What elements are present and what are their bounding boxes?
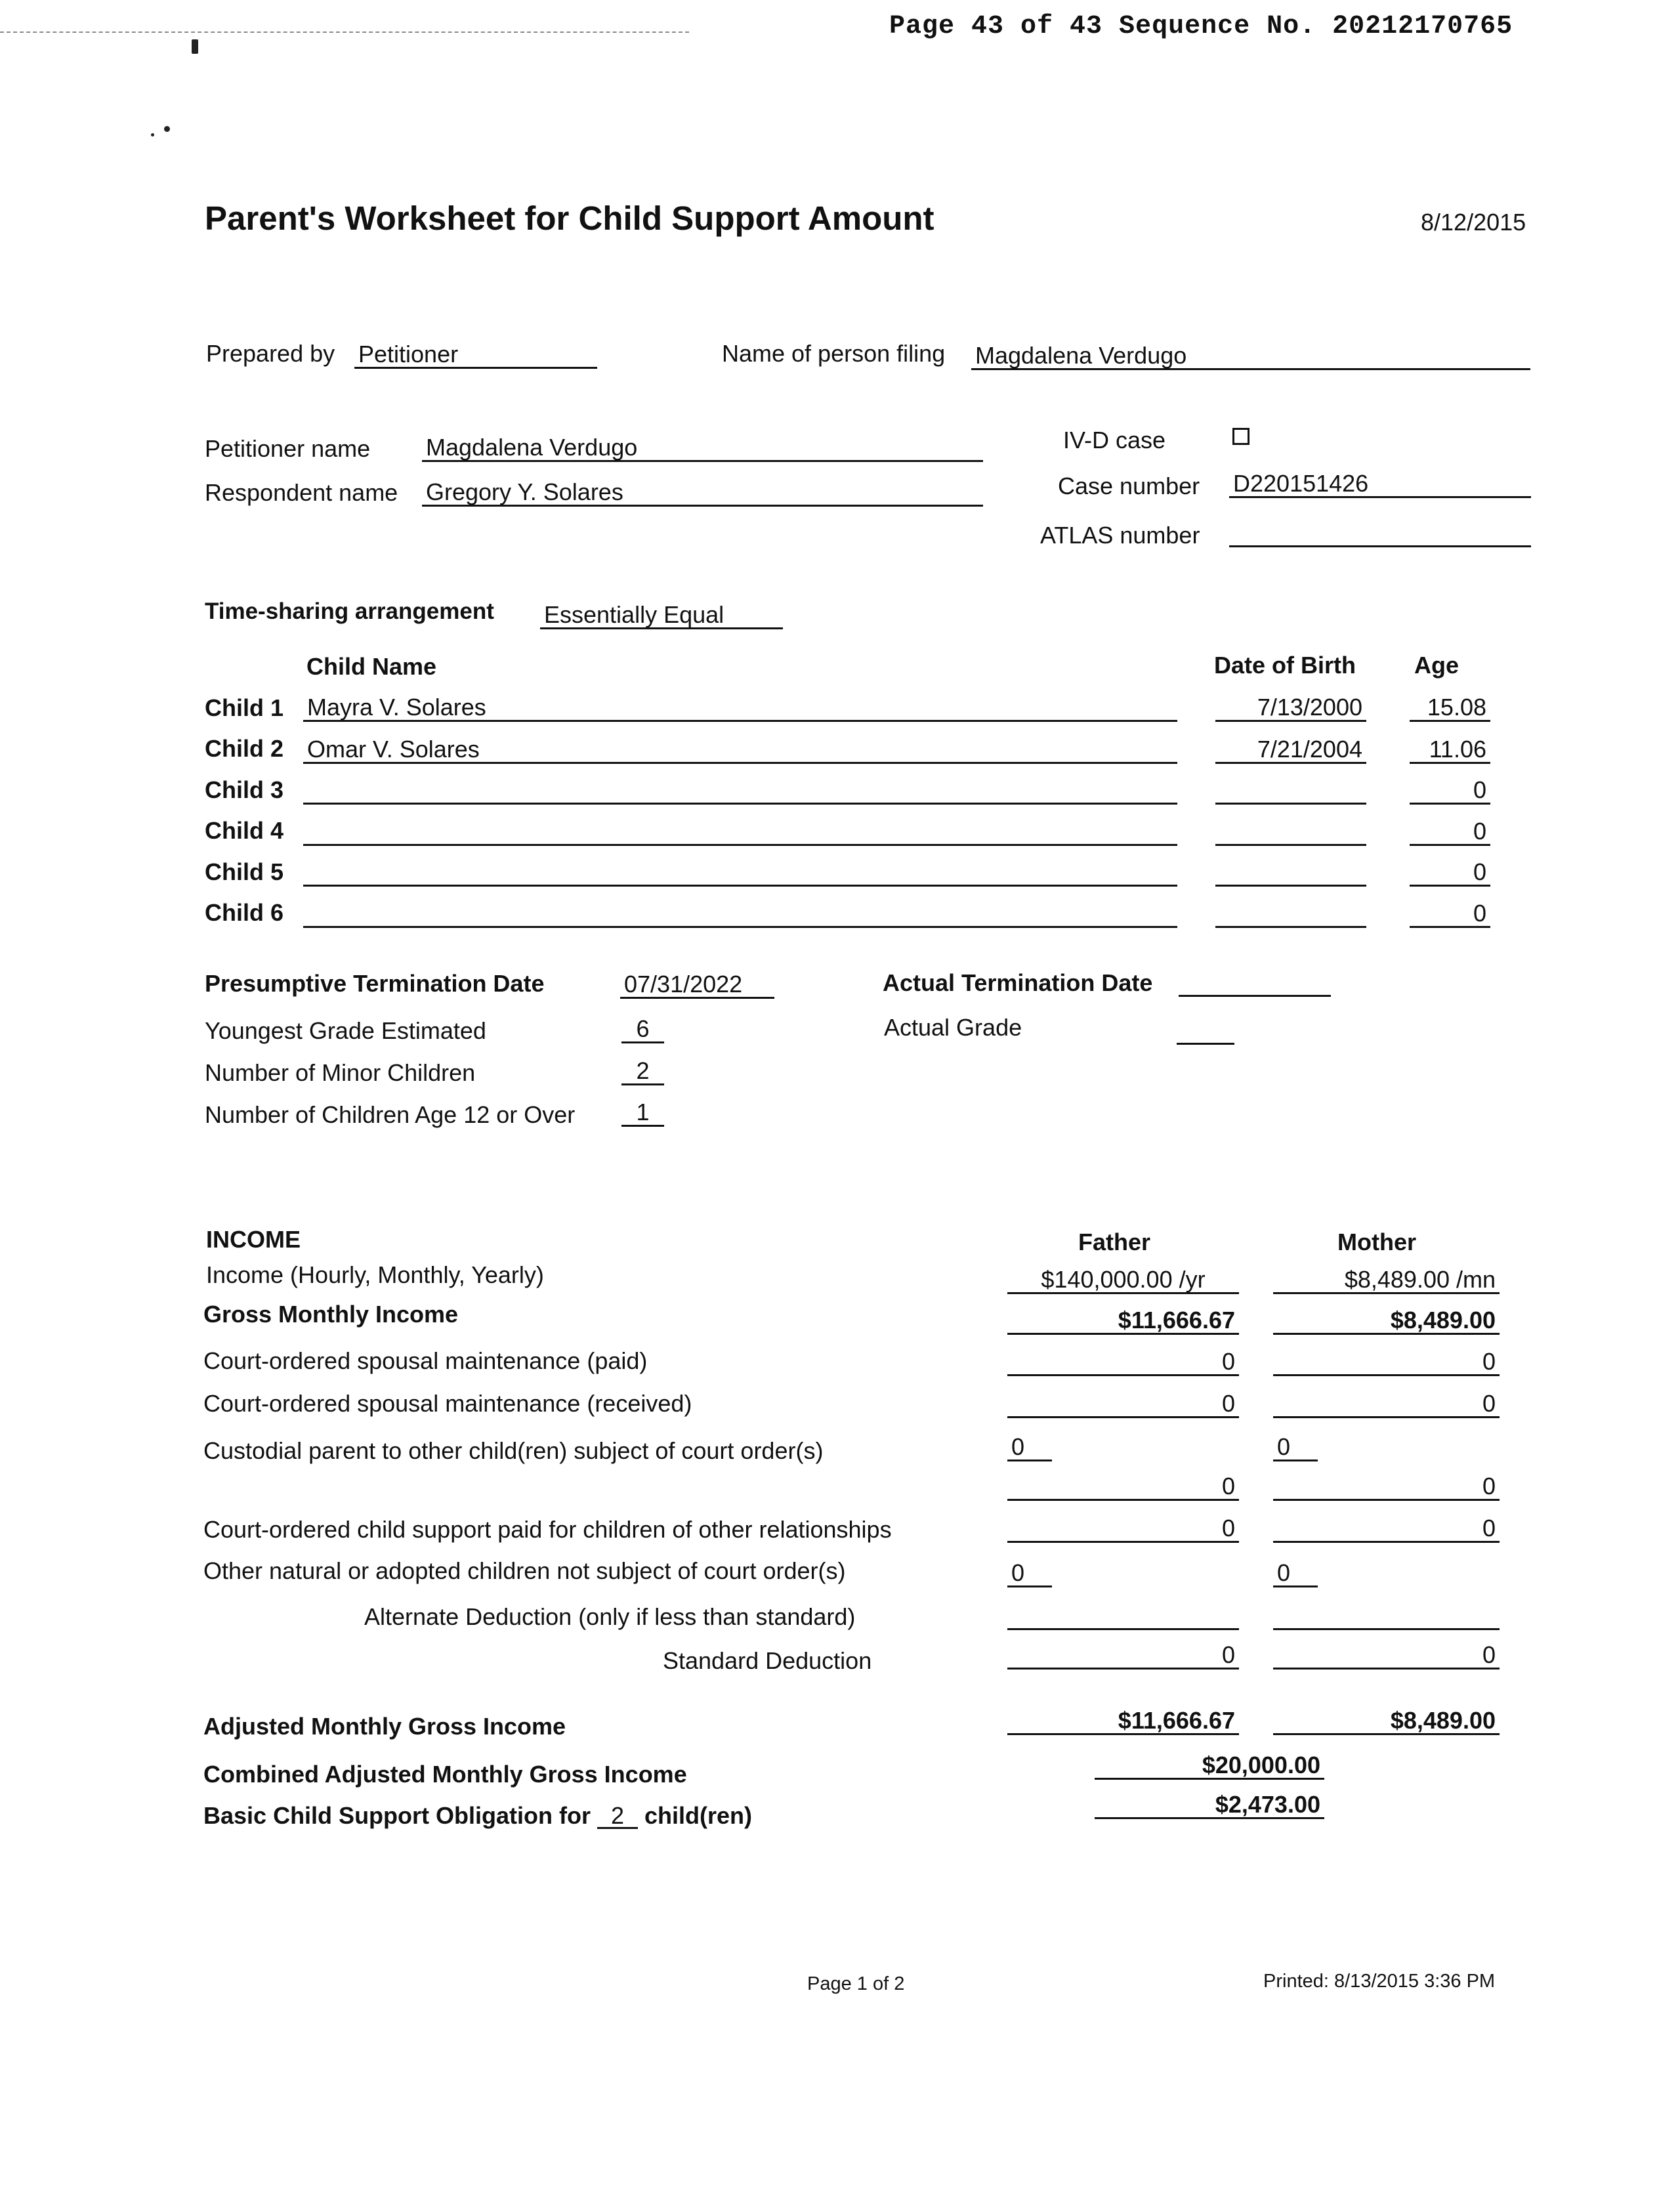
child-name-field[interactable] bbox=[303, 858, 1177, 887]
printed-timestamp: Printed: 8/13/2015 3:36 PM bbox=[1263, 1971, 1496, 1992]
prepared-by-field[interactable]: Petitioner bbox=[354, 340, 597, 369]
mother-standard-field[interactable]: 0 bbox=[1273, 1641, 1500, 1670]
atlas-number-field[interactable] bbox=[1229, 518, 1531, 547]
grade-estimated-label: Youngest Grade Estimated bbox=[205, 1017, 486, 1044]
page-sequence: Page 43 of 43 Sequence No. 20212170765 bbox=[889, 12, 1513, 41]
child-dob-field[interactable] bbox=[1215, 817, 1366, 846]
mother-income-field[interactable]: $8,489.00 /mn bbox=[1273, 1265, 1500, 1294]
child-age-field[interactable]: 0 bbox=[1410, 858, 1490, 887]
standard-deduction-label: Standard Deduction bbox=[663, 1647, 872, 1674]
basic-obligation-label bbox=[203, 1802, 752, 1830]
atlas-number-label: ATLAS number bbox=[1040, 522, 1200, 549]
child-name-field[interactable] bbox=[303, 817, 1177, 846]
child-name-field[interactable]: Omar V. Solares bbox=[303, 735, 1177, 764]
presumptive-termination-field[interactable]: 07/31/2022 bbox=[620, 970, 774, 999]
ivd-checkbox[interactable] bbox=[1232, 428, 1250, 445]
age-header: Age bbox=[1414, 652, 1460, 679]
over12-label: Number of Children Age 12 or Over bbox=[205, 1101, 576, 1128]
timesharing-label: Time-sharing arrangement bbox=[205, 598, 494, 624]
adjusted-income-label: Adjusted Monthly Gross Income bbox=[203, 1713, 566, 1740]
child-age-field[interactable]: 11.06 bbox=[1410, 735, 1490, 764]
mother-other-support-field[interactable]: 0 bbox=[1273, 1514, 1500, 1543]
prepared-by-label: Prepared by bbox=[206, 340, 335, 367]
actual-termination-field[interactable] bbox=[1179, 968, 1331, 997]
father-income-field[interactable]: $140,000.00 /yr bbox=[1007, 1265, 1239, 1294]
child-age-field[interactable]: 0 bbox=[1410, 899, 1490, 928]
minor-children-label: Number of Minor Children bbox=[205, 1059, 476, 1086]
combined-income-label: Combined Adjusted Monthly Gross Income bbox=[203, 1761, 687, 1788]
filer-field[interactable]: Magdalena Verdugo bbox=[971, 341, 1530, 370]
case-number-label: Case number bbox=[1058, 472, 1200, 499]
basic-obligation-label-post: child(ren) bbox=[644, 1802, 753, 1829]
spousal-paid-label: Court-ordered spousal maintenance (paid) bbox=[203, 1347, 648, 1374]
child-dob-field[interactable] bbox=[1215, 776, 1366, 805]
father-other-children-count[interactable]: 0 bbox=[1007, 1559, 1052, 1587]
combined-income-field[interactable]: $20,000.00 bbox=[1095, 1751, 1324, 1780]
scan-speck bbox=[192, 39, 198, 54]
respondent-label: Respondent name bbox=[205, 479, 398, 506]
father-standard-field[interactable]: 0 bbox=[1007, 1641, 1239, 1670]
child-age-field[interactable]: 15.08 bbox=[1410, 693, 1490, 722]
father-spousal-paid-field[interactable]: 0 bbox=[1007, 1347, 1239, 1376]
grade-estimated-field[interactable]: 6 bbox=[621, 1015, 664, 1043]
other-children-label: Other natural or adopted children not subject of court order(s) bbox=[203, 1557, 846, 1584]
mother-alternate-field[interactable] bbox=[1273, 1601, 1500, 1630]
father-custodial-count[interactable]: 0 bbox=[1007, 1433, 1052, 1461]
worksheet-date: 8/12/2015 bbox=[1421, 209, 1526, 236]
page-number: Page 1 of 2 bbox=[807, 1973, 905, 1994]
father-adjusted-field[interactable]: $11,666.67 bbox=[1007, 1706, 1239, 1735]
father-spousal-received-field[interactable]: 0 bbox=[1007, 1389, 1239, 1418]
mother-gross-field[interactable]: $8,489.00 bbox=[1273, 1306, 1500, 1335]
child-dob-field[interactable] bbox=[1215, 899, 1366, 928]
scan-speck bbox=[164, 126, 170, 132]
mother-header: Mother bbox=[1337, 1228, 1416, 1255]
minor-children-field[interactable]: 2 bbox=[621, 1057, 664, 1085]
child-row-label: Child 2 bbox=[205, 735, 284, 762]
income-section-label: INCOME bbox=[206, 1226, 301, 1253]
child-name-field[interactable] bbox=[303, 776, 1177, 805]
child-age-field[interactable]: 0 bbox=[1410, 817, 1490, 846]
child-dob-field[interactable]: 7/21/2004 bbox=[1215, 735, 1366, 764]
filer-label: Name of person filing bbox=[722, 340, 946, 367]
child-name-field[interactable] bbox=[303, 899, 1177, 928]
basic-children-count[interactable]: 2 bbox=[597, 1805, 638, 1829]
child-age-field[interactable]: 0 bbox=[1410, 776, 1490, 805]
basic-obligation-field[interactable]: $2,473.00 bbox=[1095, 1790, 1324, 1819]
father-header: Father bbox=[1078, 1228, 1151, 1255]
income-row-label: Income (Hourly, Monthly, Yearly) bbox=[206, 1261, 544, 1288]
petitioner-label: Petitioner name bbox=[205, 435, 371, 462]
father-custodial-field[interactable]: 0 bbox=[1007, 1472, 1239, 1501]
over12-field[interactable]: 1 bbox=[621, 1098, 664, 1127]
actual-grade-field[interactable] bbox=[1177, 1016, 1234, 1045]
gross-income-label: Gross Monthly Income bbox=[203, 1301, 459, 1328]
actual-termination-label: Actual Termination Date bbox=[883, 969, 1153, 996]
other-support-label: Court-ordered child support paid for children of other relationships bbox=[203, 1516, 892, 1543]
scan-speck bbox=[151, 133, 154, 136]
father-gross-field[interactable]: $11,666.67 bbox=[1007, 1306, 1239, 1335]
mother-custodial-field[interactable]: 0 bbox=[1273, 1472, 1500, 1501]
dob-header: Date of Birth bbox=[1214, 652, 1356, 679]
custodial-label: Custodial parent to other child(ren) subject of court order(s) bbox=[203, 1437, 824, 1464]
child-row-label: Child 3 bbox=[205, 776, 284, 803]
spousal-received-label: Court-ordered spousal maintenance (received) bbox=[203, 1390, 692, 1417]
child-row-label: Child 6 bbox=[205, 899, 284, 926]
child-dob-field[interactable]: 7/13/2000 bbox=[1215, 693, 1366, 722]
child-row-label: Child 4 bbox=[205, 817, 284, 844]
father-alternate-field[interactable] bbox=[1007, 1601, 1239, 1630]
ivd-label: IV-D case bbox=[1063, 427, 1166, 453]
mother-custodial-count[interactable]: 0 bbox=[1273, 1433, 1318, 1461]
mother-adjusted-field[interactable]: $8,489.00 bbox=[1273, 1706, 1500, 1735]
child-name-field[interactable]: Mayra V. Solares bbox=[303, 693, 1177, 722]
scan-header-rule bbox=[0, 32, 689, 33]
petitioner-field[interactable]: Magdalena Verdugo bbox=[422, 433, 983, 462]
page-title: Parent's Worksheet for Child Support Amount bbox=[205, 200, 934, 237]
presumptive-termination-label: Presumptive Termination Date bbox=[205, 970, 545, 997]
actual-grade-label: Actual Grade bbox=[884, 1014, 1022, 1041]
mother-spousal-paid-field[interactable]: 0 bbox=[1273, 1347, 1500, 1376]
respondent-field[interactable]: Gregory Y. Solares bbox=[422, 478, 983, 507]
mother-other-children-count[interactable]: 0 bbox=[1273, 1559, 1318, 1587]
timesharing-field[interactable]: Essentially Equal bbox=[540, 600, 783, 629]
case-number-field[interactable]: D220151426 bbox=[1229, 469, 1531, 498]
child-name-header: Child Name bbox=[306, 653, 437, 680]
basic-obligation-label-pre: Basic Child Support Obligation for bbox=[203, 1802, 591, 1829]
child-row-label: Child 5 bbox=[205, 858, 284, 885]
father-other-support-field[interactable]: 0 bbox=[1007, 1514, 1239, 1543]
alternate-deduction-label: Alternate Deduction (only if less than standard) bbox=[364, 1603, 856, 1630]
mother-spousal-received-field[interactable]: 0 bbox=[1273, 1389, 1500, 1418]
child-row-label: Child 1 bbox=[205, 694, 284, 721]
child-dob-field[interactable] bbox=[1215, 858, 1366, 887]
